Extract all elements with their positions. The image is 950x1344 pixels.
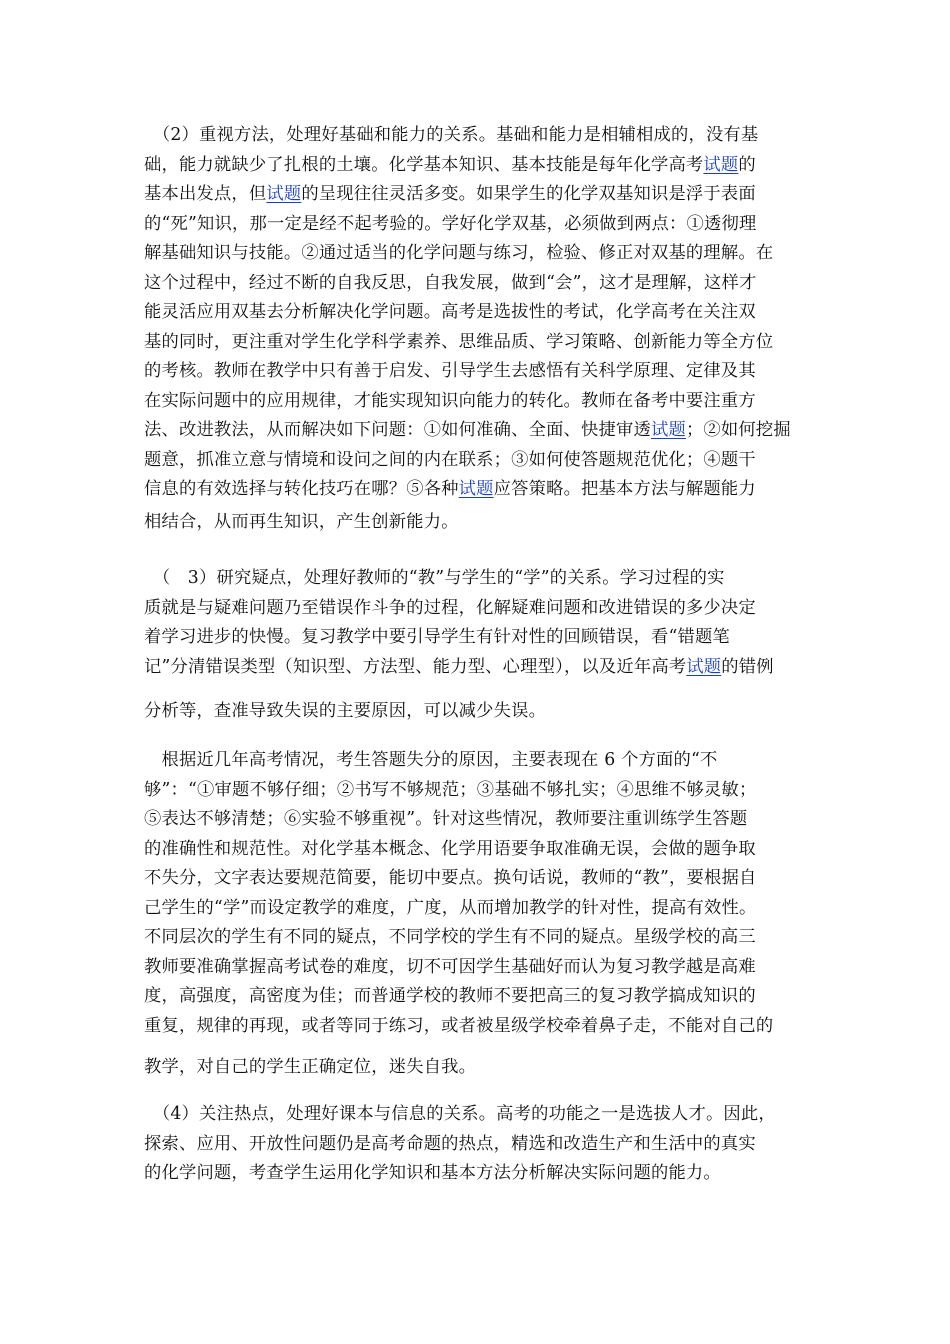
paragraph-section-2 <box>144 121 814 505</box>
text-line <box>144 239 814 269</box>
paragraph-section-4 <box>144 1100 814 1189</box>
text-line <box>144 1130 814 1160</box>
text-run: 解基础知识与技能。②通过适当的化学问题与练习，检验、修正对双基的理解。在 <box>144 243 774 263</box>
text-run: 在实际问题中的应用规律，才能实现知识向能力的转化。教师在备考中要注重方 <box>144 390 756 411</box>
text-run: 法、改进教法，从而解决如下问题：①如何准确、全面、快捷审透 <box>144 420 651 440</box>
text-line <box>144 180 814 210</box>
text-line <box>144 953 814 983</box>
exam-questions-link[interactable]: 试题 <box>703 154 739 175</box>
text-run: 应答策略。把基本方法与解题能力 <box>493 479 756 499</box>
text-run: 教师要准确掌握高考试卷的难度，切不可因学生基础好而认为复习教学越是高难 <box>144 956 756 977</box>
text-run: 己学生的“学”而设定教学的难度，广度，从而增加教学的针对性，提高有效性。 <box>144 897 757 918</box>
text-run: 这个过程中，经过不断的自我反思，自我发展，做到“会”，这才是理解，这样才 <box>144 272 757 293</box>
text-run: ⑤表达不够清楚；⑥实验不够重视”。针对这些情况，教师要注重训练学生答题 <box>144 809 748 829</box>
text-run: 的 <box>738 154 756 175</box>
text-run: 质就是与疑难问题乃至错误作斗争的过程，化解疑难问题和改进错误的多少决定 <box>144 597 756 618</box>
paragraph-section-3 <box>144 564 814 682</box>
text-line <box>144 210 814 240</box>
text-run: 度，高强度，高密度为佳；而普通学校的教师不要把高三的复习教学搞成知识的 <box>144 986 756 1006</box>
text-run: 根据近几年高考情况，考生答题失分的原因，主要表现在 6 个方面的“不 <box>144 750 718 770</box>
text-run: 的呈现往往灵活多变。如果学生的化学双基知识是浮于表面 <box>301 184 756 204</box>
text-line: 教学，对自己的学生正确定位，迷失自我。 <box>144 1057 477 1077</box>
exam-questions-link[interactable]: 试题 <box>266 184 302 204</box>
text-line <box>144 387 814 417</box>
text-run: 的“死”知识，那一定是经不起考验的。学好化学双基，必须做到两点：①透彻理 <box>144 213 757 234</box>
text-run: 的准确性和规范性。对化学基本概念、化学用语要争取准确无误，会做的题争取 <box>144 838 756 859</box>
text-line: 分析等，查准导致失误的主要原因，可以减少失误。 <box>144 701 547 721</box>
text-run: （4）关注热点，处理好课本与信息的关系。高考的功能之一是选拔人才。因此， <box>144 1104 776 1124</box>
text-run: 基的同时，更注重对学生化学科学素养、思维品质、学习策略、创新能力等全方位 <box>144 331 774 352</box>
text-line <box>144 357 814 387</box>
text-line <box>144 776 814 806</box>
text-line <box>144 835 814 865</box>
paragraph-exam-analysis <box>144 746 814 1041</box>
text-line <box>144 475 814 505</box>
text-line <box>144 269 814 299</box>
text-run: 的考核。教师在教学中只有善于启发、引导学生去感悟有关科学原理、定律及其 <box>144 361 756 381</box>
text-run: 能灵活应用双基去分析解决化学问题。高考是选拔性的考试，化学高考在关注双 <box>144 302 756 322</box>
text-line <box>144 623 814 653</box>
text-run: 着学习进步的快慢。复习教学中要引导学生有针对性的回顾错误，看“错题笔 <box>144 627 730 647</box>
text-run: 记”分清错误类型（知识型、方法型、能力型、心理型），以及近年高考 <box>144 656 687 677</box>
exam-questions-link[interactable]: 试题 <box>686 656 722 677</box>
text-line <box>144 564 814 594</box>
text-run: 够”：“①审题不够仔细；②书写不够规范；③基础不够扎实；④思维不够灵敏； <box>144 779 757 800</box>
text-line <box>144 923 814 953</box>
text-line <box>144 446 814 476</box>
text-run: 题意，抓准立意与情境和设问之间的内在联系；③如何使答题规范优化；④题干 <box>144 449 756 470</box>
text-run: 基本出发点，但 <box>144 184 267 204</box>
text-line <box>144 653 814 683</box>
text-run: 的错例 <box>721 656 774 677</box>
paragraph-section-3-tail <box>144 697 814 727</box>
text-line <box>144 151 814 181</box>
text-line <box>144 864 814 894</box>
text-line <box>144 746 814 776</box>
text-run: （2）重视方法，处理好基础和能力的关系。基础和能力是相辅相成的，没有基 <box>144 125 759 145</box>
text-line <box>144 121 814 151</box>
text-run: 探索、应用、开放性问题仍是高考命题的热点，精选和改造生产和生活中的真实 <box>144 1133 756 1154</box>
text-line <box>144 1012 814 1042</box>
text-line <box>144 1100 814 1130</box>
text-run: 重复，规律的再现，或者等同于练习，或者被星级学校牵着鼻子走，不能对自己的 <box>144 1015 774 1036</box>
text-line <box>144 594 814 624</box>
text-run: 的化学问题，考查学生运用化学知识和基本方法分析解决实际问题的能力。 <box>144 1163 721 1183</box>
exam-questions-link[interactable]: 试题 <box>458 479 494 499</box>
text-line: 相结合，从而再生知识，产生创新能力。 <box>144 512 459 532</box>
text-line <box>144 982 814 1012</box>
text-line <box>144 298 814 328</box>
text-line <box>144 805 814 835</box>
text-line <box>144 894 814 924</box>
text-run: 信息的有效选择与转化技巧在哪？⑤各种 <box>144 479 459 499</box>
text-line <box>144 416 814 446</box>
text-run: 不同层次的学生有不同的疑点，不同学校的学生有不同的疑点。星级学校的高三 <box>144 927 756 947</box>
paragraph-section-2-tail <box>144 508 814 538</box>
text-run: （ 3）研究疑点，处理好教师的“教”与学生的“学”的关系。学习过程的实 <box>144 568 725 588</box>
text-line <box>144 328 814 358</box>
text-line <box>144 1159 814 1189</box>
exam-questions-link[interactable]: 试题 <box>650 420 686 440</box>
paragraph-exam-analysis-tail <box>144 1053 814 1083</box>
text-run: 不失分，文字表达要规范简要，能切中要点。换句话说，教师的“教”，要根据自 <box>144 868 757 888</box>
text-run: ；②如何挖掘 <box>685 420 791 440</box>
text-run: 础，能力就缺少了扎根的土壤。化学基本知识、基本技能是每年化学高考 <box>144 154 704 175</box>
